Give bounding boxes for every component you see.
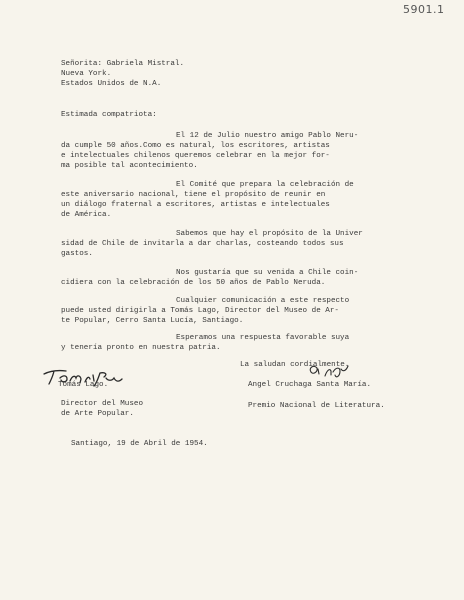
signer-left-title-line-2: de Arte Popular. [61,410,134,418]
body-line: ma posible tal acontecimiento. [61,162,198,170]
body-line: puede usted dirigirla a Tomás Lago, Director del Museo de Ar- [61,307,339,315]
body-line: este aniversario nacional, tiene el propósito de reunir en [61,191,326,199]
angel-cruchaga-signature [305,357,353,383]
archive-reference-number: 5901.1 [403,3,445,16]
body-line: Sabemos que hay el propósito de la Univer [176,230,363,238]
address-line-3: Estados Unidos de N.A. [61,80,162,88]
signer-right-title: Premio Nacional de Literatura. [248,402,385,410]
address-line-2: Nueva York. [61,70,112,78]
body-line: sidad de Chile de invitarla a dar charlas, costeando todos sus [61,240,344,248]
body-line: Esperamos una respuesta favorable suya [176,334,350,342]
address-line-1: Señorita: Gabriela Mistral. [61,60,185,68]
body-line: El Comité que prepara la celebración de [176,181,354,189]
body-line: Cualquier comunicación a este respecto [176,297,350,305]
place-and-date: Santiago, 19 de Abril de 1954. [71,440,208,448]
body-line: e intelectuales chilenos queremos celebrar en la mejor for- [61,152,330,160]
body-line: cidiera con la celebración de los 50 años de Pablo Neruda. [61,279,326,287]
body-line: y tenería pronto en nuestra patria. [61,344,221,352]
body-line: da cumple 50 años.Como es natural, los escritores, artistas [61,142,330,150]
signer-right-name: Angel Cruchaga Santa María. [248,381,372,389]
body-line: gastos. [61,250,93,258]
body-line: Nos gustaría que su venida a Chile coin- [176,269,359,277]
signer-left-title-line-1: Director del Museo [61,400,144,408]
body-line: de América. [61,211,112,219]
salutation: Estimada compatriota: [61,111,157,119]
closing-line: La saludan cordialmente. [240,361,350,369]
body-line: un diálogo fraternal a escritores, artistas e intelectuales [61,201,330,209]
signer-left-name: Tomás Lago. [58,381,109,389]
body-line: te Popular, Cerro Santa Lucía, Santiago. [61,317,244,325]
body-line: El 12 de Julio nuestro amigo Pablo Neru- [176,132,359,140]
